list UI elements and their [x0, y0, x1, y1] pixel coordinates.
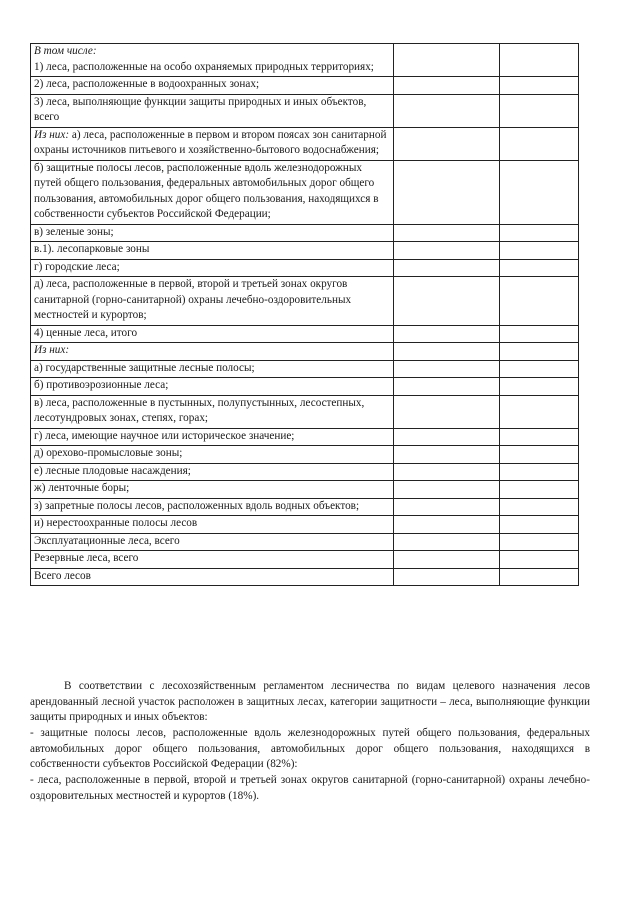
category-label: а) леса, расположенные в первом и втором поясах зон санитарной охраны источников питьевого и хозяйственно-бытового водоснабжения; [34, 128, 387, 156]
value-cell [500, 160, 579, 224]
value-cell [394, 94, 500, 127]
category-cell [31, 325, 394, 343]
category-cell [31, 446, 394, 464]
category-label: б) противоэрозионные леса; [34, 379, 169, 391]
value-cell [394, 446, 500, 464]
category-label: а) государственные защитные лесные полосы; [34, 361, 255, 374]
value-cell [394, 325, 500, 343]
value-cell [500, 127, 579, 160]
category-cell [31, 94, 394, 127]
value-cell [500, 242, 579, 260]
category-label: д) орехово-промысловые зоны; [34, 447, 183, 459]
value-cell [394, 160, 500, 224]
category-label: г) леса, имеющие научное или историческое значение; [34, 429, 295, 442]
value-cell [500, 360, 579, 378]
category-cell [31, 360, 394, 378]
table-row [31, 498, 579, 516]
value-cell [500, 533, 579, 551]
table-row [31, 242, 579, 260]
table-row [31, 94, 579, 127]
table-row [31, 463, 579, 481]
table-row [31, 277, 579, 326]
category-cell [31, 498, 394, 516]
value-cell [394, 224, 500, 242]
category-label: Резервные леса, всего [34, 552, 139, 564]
table-row [31, 127, 579, 160]
category-heading: Из них: [34, 344, 70, 356]
table-row [31, 428, 579, 446]
category-cell [31, 533, 394, 551]
category-cell [31, 242, 394, 260]
value-cell [394, 428, 500, 446]
table-row [31, 44, 579, 77]
value-cell [500, 259, 579, 277]
value-cell [500, 277, 579, 326]
category-label: Эксплуатационные леса, всего [34, 534, 180, 547]
value-cell [500, 77, 579, 95]
value-cell [500, 498, 579, 516]
table-row [31, 259, 579, 277]
table-row [31, 325, 579, 343]
value-cell [500, 568, 579, 586]
table-row [31, 516, 579, 534]
table-row [31, 77, 579, 95]
value-cell [394, 568, 500, 586]
paragraph-protective-strips: - защитные полосы лесов, расположенные вдоль железнодорожных путей общего пользования, федеральных автомобильных дорог общего пользования, автомобильных дорог общего пользования, находящихся в собственности субъектов Российской Федерации (82%): [30, 727, 590, 771]
value-cell [394, 259, 500, 277]
table-row [31, 378, 579, 396]
category-cell [31, 481, 394, 499]
category-label: и) нерестоохранные полосы лесов [34, 517, 198, 529]
category-label: д) леса, расположенные в первой, второй и третьей зонах округов санитарной (горно-санитарной) охраны лечебно-оздоровительных местностей и курортов; [34, 278, 352, 321]
value-cell [394, 516, 500, 534]
category-cell [31, 343, 394, 361]
forest-category-table [30, 43, 579, 586]
category-label: е) лесные плодовые насаждения; [34, 464, 191, 477]
paragraph-sanitary-zones: - леса, расположенные в первой, второй и третьей зонах округов санитарной (горно-санитарной) охраны лечебно-оздоровительных местностей и курортов (18%). [30, 774, 590, 802]
category-heading: Из них: [34, 128, 70, 141]
category-cell [31, 463, 394, 481]
value-cell [500, 343, 579, 361]
category-label: в.1). лесопарковые зоны [34, 243, 150, 255]
category-cell [31, 395, 394, 428]
table-row [31, 224, 579, 242]
category-cell [31, 428, 394, 446]
table-row [31, 360, 579, 378]
table-row [31, 446, 579, 464]
category-label: 2) леса, расположенные в водоохранных зонах; [34, 78, 260, 90]
category-cell [31, 516, 394, 534]
category-cell [31, 259, 394, 277]
value-cell [500, 44, 579, 77]
category-label: Всего лесов [34, 569, 91, 582]
category-label: 1) леса, расположенные на особо охраняемых природных территориях; [34, 60, 374, 73]
table-row [31, 568, 579, 586]
category-label: б) защитные полосы лесов, расположенные вдоль железнодорожных путей общего пользования, федеральных автомобильных дорог общего пользования, автомобильных дорог общего пользования, находящихся в собственности субъектов Российской Федерации; [34, 161, 379, 220]
table-row [31, 551, 579, 569]
category-cell [31, 568, 394, 586]
value-cell [394, 77, 500, 95]
category-cell [31, 127, 394, 160]
value-cell [500, 378, 579, 396]
category-cell [31, 160, 394, 224]
table-row [31, 160, 579, 224]
table-row [31, 395, 579, 428]
value-cell [500, 94, 579, 127]
value-cell [394, 481, 500, 499]
category-cell [31, 77, 394, 95]
category-label: 4) ценные леса, итого [34, 326, 138, 339]
value-cell [500, 224, 579, 242]
value-cell [394, 378, 500, 396]
value-cell [394, 44, 500, 77]
paragraph-regulation: В соответствии с лесохозяйственным регламентом лесничества по видам целевого назначения лесов арендованный лесной участок расположен в защитных лесах, категории защитности – леса, выполняющие функции защиты природных и иных объектов: [30, 680, 590, 724]
value-cell [394, 533, 500, 551]
category-label: в) зеленые зоны; [34, 225, 114, 238]
value-cell [394, 360, 500, 378]
value-cell [500, 551, 579, 569]
value-cell [394, 498, 500, 516]
value-cell [394, 551, 500, 569]
value-cell [394, 242, 500, 260]
table-row [31, 343, 579, 361]
value-cell [394, 395, 500, 428]
value-cell [500, 428, 579, 446]
category-cell [31, 277, 394, 326]
category-cell [31, 224, 394, 242]
category-label: в) леса, расположенные в пустынных, полупустынных, лесостепных, лесотундровых зонах, степях, горах; [34, 396, 365, 424]
value-cell [500, 395, 579, 428]
table-row [31, 533, 579, 551]
category-cell [31, 378, 394, 396]
value-cell [500, 516, 579, 534]
category-label: г) городские леса; [34, 260, 120, 273]
value-cell [500, 446, 579, 464]
value-cell [500, 463, 579, 481]
value-cell [394, 343, 500, 361]
category-label: з) запретные полосы лесов, расположенных вдоль водных объектов; [34, 499, 360, 512]
category-cell [31, 551, 394, 569]
value-cell [394, 127, 500, 160]
category-label: ж) ленточные боры; [34, 482, 130, 494]
value-cell [500, 325, 579, 343]
category-label: 3) леса, выполняющие функции защиты природных и иных объектов, всего [34, 95, 367, 123]
category-heading: В том числе: [34, 45, 97, 57]
category-cell [31, 44, 394, 77]
value-cell [394, 277, 500, 326]
value-cell [394, 463, 500, 481]
table-row [31, 481, 579, 499]
value-cell [500, 481, 579, 499]
